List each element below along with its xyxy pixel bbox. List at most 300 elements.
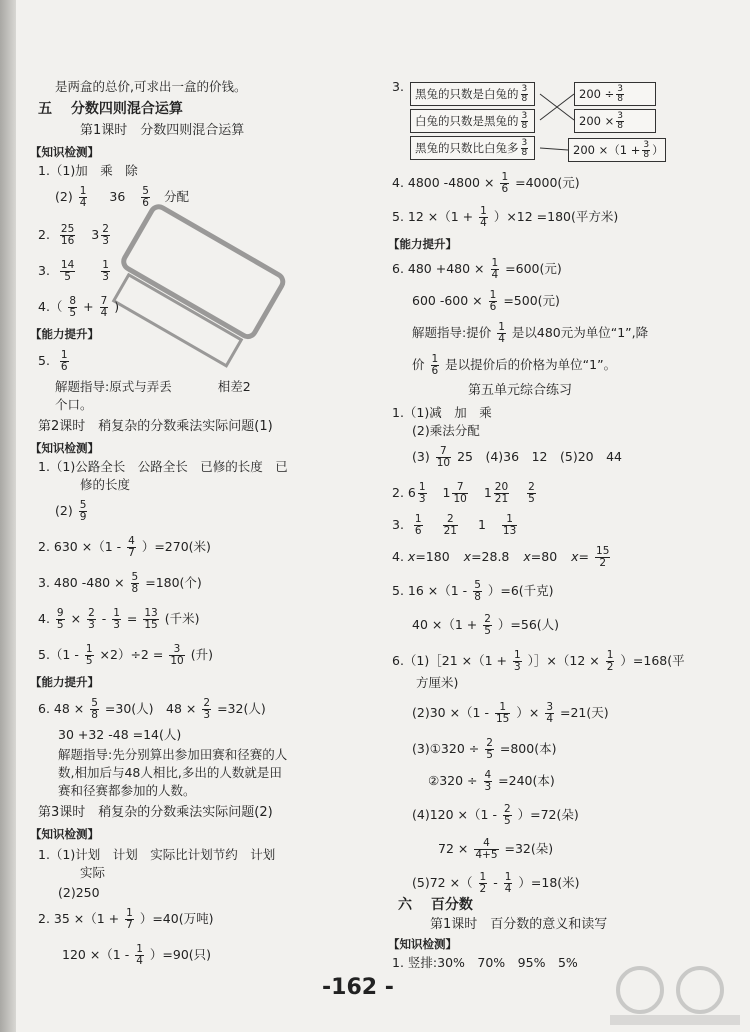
answer-line: [392, 482, 538, 505]
fraction: [513, 650, 522, 673]
den: 5: [85, 655, 93, 667]
matching-lines: [0, 0, 750, 200]
text: ）］×（12 ×: [527, 653, 600, 668]
logo-bar: [610, 1015, 740, 1025]
answer-line: [392, 258, 562, 281]
text: (千米): [164, 611, 200, 626]
num: 3: [169, 644, 184, 656]
den: 8: [131, 583, 139, 595]
den: 10: [453, 493, 467, 505]
text: =240(本): [498, 773, 555, 788]
den: 9: [79, 511, 87, 523]
num: 5: [131, 571, 139, 583]
section-heading: [398, 896, 473, 914]
num: 14: [60, 259, 75, 271]
fraction: [60, 350, 69, 373]
answer-line: 4.（ $\frac{8}{5}$ + $\frac{7}{4}$ ): [38, 295, 120, 319]
text: 4.: [38, 611, 50, 626]
num: 1: [606, 649, 614, 661]
hint-line: 个口。: [55, 397, 93, 412]
answer-line: [38, 608, 200, 631]
text: (2): [55, 503, 73, 518]
answer-line: 修的长度: [80, 477, 131, 492]
logo-circle: [618, 968, 662, 1012]
den: 5: [528, 493, 535, 505]
fraction: [479, 206, 488, 229]
answer-line: (2)乘法分配: [412, 423, 480, 438]
den: 6: [501, 183, 509, 195]
den: 5: [486, 749, 493, 761]
text: (5)72 ×（: [412, 875, 473, 890]
text: -: [101, 611, 107, 626]
den: 7: [126, 919, 133, 931]
answer-line: [38, 260, 112, 283]
answer-line: [438, 838, 553, 861]
num: 5: [474, 579, 481, 591]
num: 2: [503, 803, 511, 815]
text: (2): [55, 189, 73, 204]
num: 13: [144, 607, 158, 619]
fraction: [418, 482, 427, 505]
fraction: [479, 872, 488, 895]
den: 4: [504, 883, 512, 895]
text: 3. 480 -480 ×: [38, 575, 125, 590]
text: ）=168(平: [620, 653, 685, 668]
hint-line: 解题指导:先分别算出参加田赛和径赛的人: [58, 747, 288, 762]
num: 3: [643, 140, 650, 150]
answer-line: [412, 872, 580, 895]
text: 分配: [163, 189, 189, 204]
text: 200 ÷: [579, 87, 615, 101]
fraction: [545, 702, 554, 725]
num: 2: [102, 223, 109, 235]
watermark-stamp: [84, 183, 306, 398]
text: =28.8: [471, 549, 510, 564]
fraction: [494, 482, 509, 505]
text: ）=18(米): [518, 875, 580, 890]
num: 2: [88, 607, 95, 619]
num: 1: [85, 643, 93, 655]
text: ②320 ÷: [428, 773, 478, 788]
fraction: [497, 322, 506, 345]
num: 1: [504, 871, 512, 883]
fraction: [595, 546, 610, 569]
den: 4+5: [475, 849, 498, 861]
text: =80: [530, 549, 558, 564]
fraction: [483, 614, 492, 637]
den: 8: [474, 591, 481, 603]
tag-knowledge-check: 【知识检测】: [30, 827, 99, 841]
answer-line: [392, 650, 685, 673]
den: 8: [521, 121, 528, 131]
den: 8: [521, 148, 528, 158]
tag-ability: 【能力提升】: [30, 327, 99, 341]
den: 16: [60, 235, 75, 247]
text: 价: [412, 357, 425, 372]
text: 1: [442, 485, 451, 500]
question-number: 3.: [392, 79, 404, 94]
fraction: [112, 608, 121, 631]
text: =32(人): [217, 701, 266, 716]
lesson-heading: 第2课时 稍复杂的分数乘法实际问题(1): [38, 419, 273, 434]
text: 2. 35 ×（1 +: [38, 911, 120, 926]
answer-line: [38, 908, 213, 931]
text: 36: [109, 189, 126, 204]
den: 6: [414, 525, 422, 537]
hint-line: 赛和径赛都参加的人数。: [58, 783, 196, 798]
tag-knowledge-check: 【知识检测】: [30, 441, 99, 455]
num: 1: [418, 481, 426, 493]
hint-line: [412, 322, 648, 345]
answer-line: 1.（1)计划 计划 实际比计划节约 计划: [38, 847, 276, 862]
num: 7: [452, 482, 467, 494]
den: 21: [494, 493, 509, 505]
num: 3: [617, 111, 623, 121]
fraction: [489, 290, 498, 313]
den: 3: [514, 661, 521, 673]
text: 4.: [392, 549, 404, 564]
fraction: [143, 608, 158, 631]
text: ）×: [516, 705, 540, 720]
den: 3: [418, 493, 426, 505]
text: 5.: [38, 353, 50, 368]
lesson-heading: 第3课时 稍复杂的分数乘法实际问题(2): [38, 805, 273, 820]
num: 3: [617, 84, 623, 94]
num: 20: [494, 481, 509, 493]
den: 7: [128, 547, 135, 559]
num: 5: [91, 697, 98, 709]
text: =800(本): [499, 741, 557, 756]
text: ）=72(朵): [517, 807, 579, 822]
text: 4. 4800 -4800 ×: [392, 175, 495, 190]
fraction: [484, 770, 493, 793]
page-number: -162 -: [322, 975, 394, 1000]
den: 3: [102, 271, 109, 283]
var-x: x: [523, 549, 531, 564]
num: 2: [443, 514, 458, 526]
den: 5: [69, 307, 77, 319]
answer-line: 1. 竖排:30% 70% 95% 5%: [392, 955, 578, 970]
text: 白兔的只数是黑兔的: [415, 114, 519, 128]
text: 1: [483, 485, 492, 500]
text: 3.: [392, 517, 404, 532]
den: 6: [489, 301, 497, 313]
answer-line: [412, 290, 560, 313]
den: 5: [64, 271, 71, 283]
text: (升): [190, 647, 213, 662]
num: 3: [521, 84, 528, 94]
fraction: [606, 650, 615, 673]
num: 1: [502, 514, 517, 526]
num: 3: [521, 138, 528, 148]
fraction: [101, 224, 110, 247]
num: 7: [100, 295, 108, 307]
fraction: [495, 702, 510, 725]
num: 1: [113, 607, 120, 619]
fraction: [127, 536, 136, 559]
fraction: [431, 354, 440, 377]
fraction: [473, 580, 482, 603]
text: 黑兔的只数是白兔的: [415, 87, 519, 101]
text: =32(朵): [504, 841, 554, 856]
text: 是以提价后的价格为单位“1”。: [445, 357, 617, 372]
num: 4: [474, 838, 498, 850]
var-x: x: [463, 549, 472, 564]
answer-line: [38, 644, 213, 667]
den: 5: [56, 619, 64, 631]
num: 2: [484, 613, 491, 625]
answer-line: [392, 172, 580, 195]
den: 10: [436, 457, 451, 469]
answer-line: [38, 698, 266, 721]
num: 1: [136, 943, 143, 955]
text: 600 -600 ×: [412, 293, 483, 308]
fraction: [414, 514, 423, 537]
den: 3: [113, 619, 120, 631]
num: 2: [203, 697, 211, 709]
num: 25: [60, 223, 75, 235]
den: 4: [546, 713, 553, 725]
fraction: [131, 572, 140, 595]
answer-line: 30 +32 -48 =14(人): [58, 727, 182, 742]
fraction: [169, 644, 184, 667]
text: -: [493, 875, 498, 890]
text: =: [578, 549, 590, 564]
text: 200 ×: [579, 114, 615, 128]
text: 25 (4)36 12 (5)20 44: [457, 449, 623, 464]
text: =21(天): [559, 705, 609, 720]
answer-line: 1.（1)公路全长 公路全长 已修的长度 已: [38, 459, 288, 474]
fraction: [56, 608, 65, 631]
num: 3: [546, 701, 553, 713]
text: 6. 48 ×: [38, 701, 85, 716]
text: 4.（: [38, 299, 63, 314]
num: 1: [501, 171, 509, 183]
fraction: [135, 944, 144, 967]
answer-line: [412, 446, 622, 469]
text: 3.: [38, 263, 50, 278]
den: 6: [60, 361, 68, 373]
num: 1: [431, 353, 439, 365]
den: 4: [480, 217, 487, 229]
lesson-heading: 第1课时 百分数的意义和读写: [430, 917, 608, 932]
text: ）=56(人): [497, 617, 560, 632]
fraction: [60, 260, 75, 283]
num: 4: [128, 535, 135, 547]
text: 5. 12 ×（1 +: [392, 209, 474, 224]
hint-line: [412, 354, 616, 377]
text: ）×12 =180(平方米): [493, 209, 619, 224]
text: ）: [652, 143, 664, 157]
den: 8: [617, 94, 623, 104]
text: =4000(元): [515, 175, 580, 190]
fraction: [503, 804, 512, 827]
den: 8: [91, 709, 98, 721]
text: ）=90(只): [149, 947, 212, 962]
var-x: x: [571, 549, 579, 564]
text: =30(人) 48 ×: [104, 701, 197, 716]
match-line: [540, 148, 568, 150]
den: 3: [102, 235, 109, 247]
text: =: [126, 611, 138, 626]
num: 1: [480, 205, 487, 217]
den: 4: [498, 333, 505, 345]
num: 9: [56, 607, 64, 619]
num: 1: [102, 259, 109, 271]
tag-ability: 【能力提升】: [30, 675, 99, 689]
text: +: [83, 299, 94, 314]
den: 2: [599, 557, 607, 569]
text: ）=40(万吨): [139, 911, 214, 926]
text: 6. 480 +480 ×: [392, 261, 485, 276]
answer-line: [55, 500, 89, 523]
unit-review-heading: 第五单元综合练习: [468, 383, 573, 398]
fraction: [452, 482, 467, 505]
answer-line: [412, 614, 559, 637]
tag-knowledge-check: 【知识检测】: [30, 145, 99, 159]
answer-line: [38, 350, 71, 373]
text: 72 ×: [438, 841, 469, 856]
text: 解题指导:原式与弄丢: [55, 379, 172, 394]
num: 2: [528, 481, 535, 493]
den: 2: [479, 883, 487, 895]
text: 6.（1)［21 ×（1 +: [392, 653, 508, 668]
text: =500(元): [503, 293, 560, 308]
text: ×2）÷2 =: [99, 647, 164, 662]
answer-line: 2. $\frac{25}{16}$ 3 $\frac{2}{3}$: [38, 223, 109, 247]
den: 5: [484, 625, 491, 637]
answer-line: [392, 546, 612, 569]
num: 3: [521, 111, 528, 121]
den: 15: [144, 619, 158, 631]
fraction: [85, 644, 94, 667]
text: 5.（1 -: [38, 647, 79, 662]
num: 2: [486, 737, 493, 749]
num: 5: [79, 499, 87, 511]
fraction: [443, 514, 458, 537]
fraction: [485, 738, 494, 761]
site-watermark-logo: [600, 960, 750, 1030]
fraction: [87, 608, 96, 631]
num: 1: [79, 185, 87, 197]
text: (3)①320 ÷: [412, 741, 480, 756]
den: 21: [443, 525, 457, 537]
num: 8: [69, 295, 77, 307]
tag-knowledge-check: 【知识检测】: [388, 937, 457, 951]
fraction: [68, 296, 77, 319]
num: 4: [484, 769, 492, 781]
answer-line: 3. $\frac{1}{6}$ $\frac{2}{21}$ 1 $\frac{1}{13}$: [392, 513, 517, 537]
text: 黑兔的只数比白兔多: [415, 141, 519, 155]
text: 120 ×（1 -: [62, 947, 130, 962]
tag-ability: 【能力提升】: [388, 237, 457, 251]
num: 7: [436, 446, 451, 458]
section-number: 五: [38, 101, 52, 117]
lesson-heading: 第1课时 分数四则混合运算: [80, 123, 245, 138]
den: 3: [88, 619, 95, 631]
answer-line: [392, 206, 618, 229]
den: 8: [521, 94, 528, 104]
den: 10: [170, 655, 184, 667]
den: 5: [503, 815, 511, 827]
text: ）=270(米): [141, 539, 211, 554]
text: 解题指导:提价: [412, 325, 492, 340]
fraction: [436, 446, 451, 469]
text: 是以480元为单位“1”,降: [511, 325, 649, 340]
text: 2.: [38, 227, 50, 242]
num: 15: [596, 545, 610, 557]
fraction: [504, 872, 513, 895]
fraction: [527, 482, 536, 505]
fraction: [474, 838, 498, 861]
text: ）=6(千克): [487, 583, 554, 598]
num: 1: [60, 349, 68, 361]
den: 4: [491, 269, 499, 281]
text-line: 是两盒的总价,可求出一盒的价钱。: [55, 79, 247, 94]
section-number: 六: [398, 897, 412, 913]
den: 8: [617, 121, 623, 131]
text: (3): [412, 449, 430, 464]
fraction: [90, 698, 99, 721]
answer-line: [38, 572, 202, 595]
answer-line: [428, 770, 555, 793]
answer-line: [392, 580, 554, 603]
num: 1: [479, 871, 487, 883]
answer-line: 1.（1)加 乘 除: [38, 163, 138, 178]
num: 1: [495, 702, 510, 714]
den: 8: [643, 150, 650, 160]
text: (2)30 ×（1 -: [412, 705, 489, 720]
answer-line: [412, 804, 579, 827]
text: 2. 630 ×（1 -: [38, 539, 122, 554]
num: 1: [414, 513, 422, 525]
fraction: [202, 698, 211, 721]
fraction: [125, 908, 134, 931]
num: 1: [489, 289, 497, 301]
den: 13: [502, 525, 517, 537]
den: 4: [136, 955, 143, 967]
num: 5: [142, 185, 149, 197]
den: 4: [79, 197, 87, 209]
text: =180: [415, 549, 450, 564]
answer-line: 实际: [80, 865, 106, 880]
var-x: x: [407, 549, 416, 564]
fraction: [79, 500, 88, 523]
answer-line: 1.（1)减 加 乘: [392, 405, 492, 420]
den: 6: [431, 365, 439, 377]
answer-line: (2)250: [58, 885, 100, 900]
logo-circle: [678, 968, 722, 1012]
section-title: 百分数: [430, 897, 473, 913]
text: 40 ×（1 +: [412, 617, 478, 632]
den: 2: [606, 661, 614, 673]
text: (4)120 ×（1 -: [412, 807, 497, 822]
fraction: [60, 224, 75, 247]
answer-line: [38, 536, 211, 559]
hint-line: 数,相加后与48人相比,多出的人数就是田: [58, 765, 282, 780]
num: 1: [126, 907, 133, 919]
answer-line: 方厘米): [416, 675, 459, 690]
answer-line: [62, 944, 211, 967]
num: 1: [514, 649, 521, 661]
fraction: [500, 172, 509, 195]
text: =180(个): [145, 575, 202, 590]
den: 4: [100, 307, 108, 319]
answer-line: [412, 702, 609, 725]
fraction: [491, 258, 500, 281]
den: 3: [203, 709, 211, 721]
text: 相差2: [217, 379, 251, 394]
